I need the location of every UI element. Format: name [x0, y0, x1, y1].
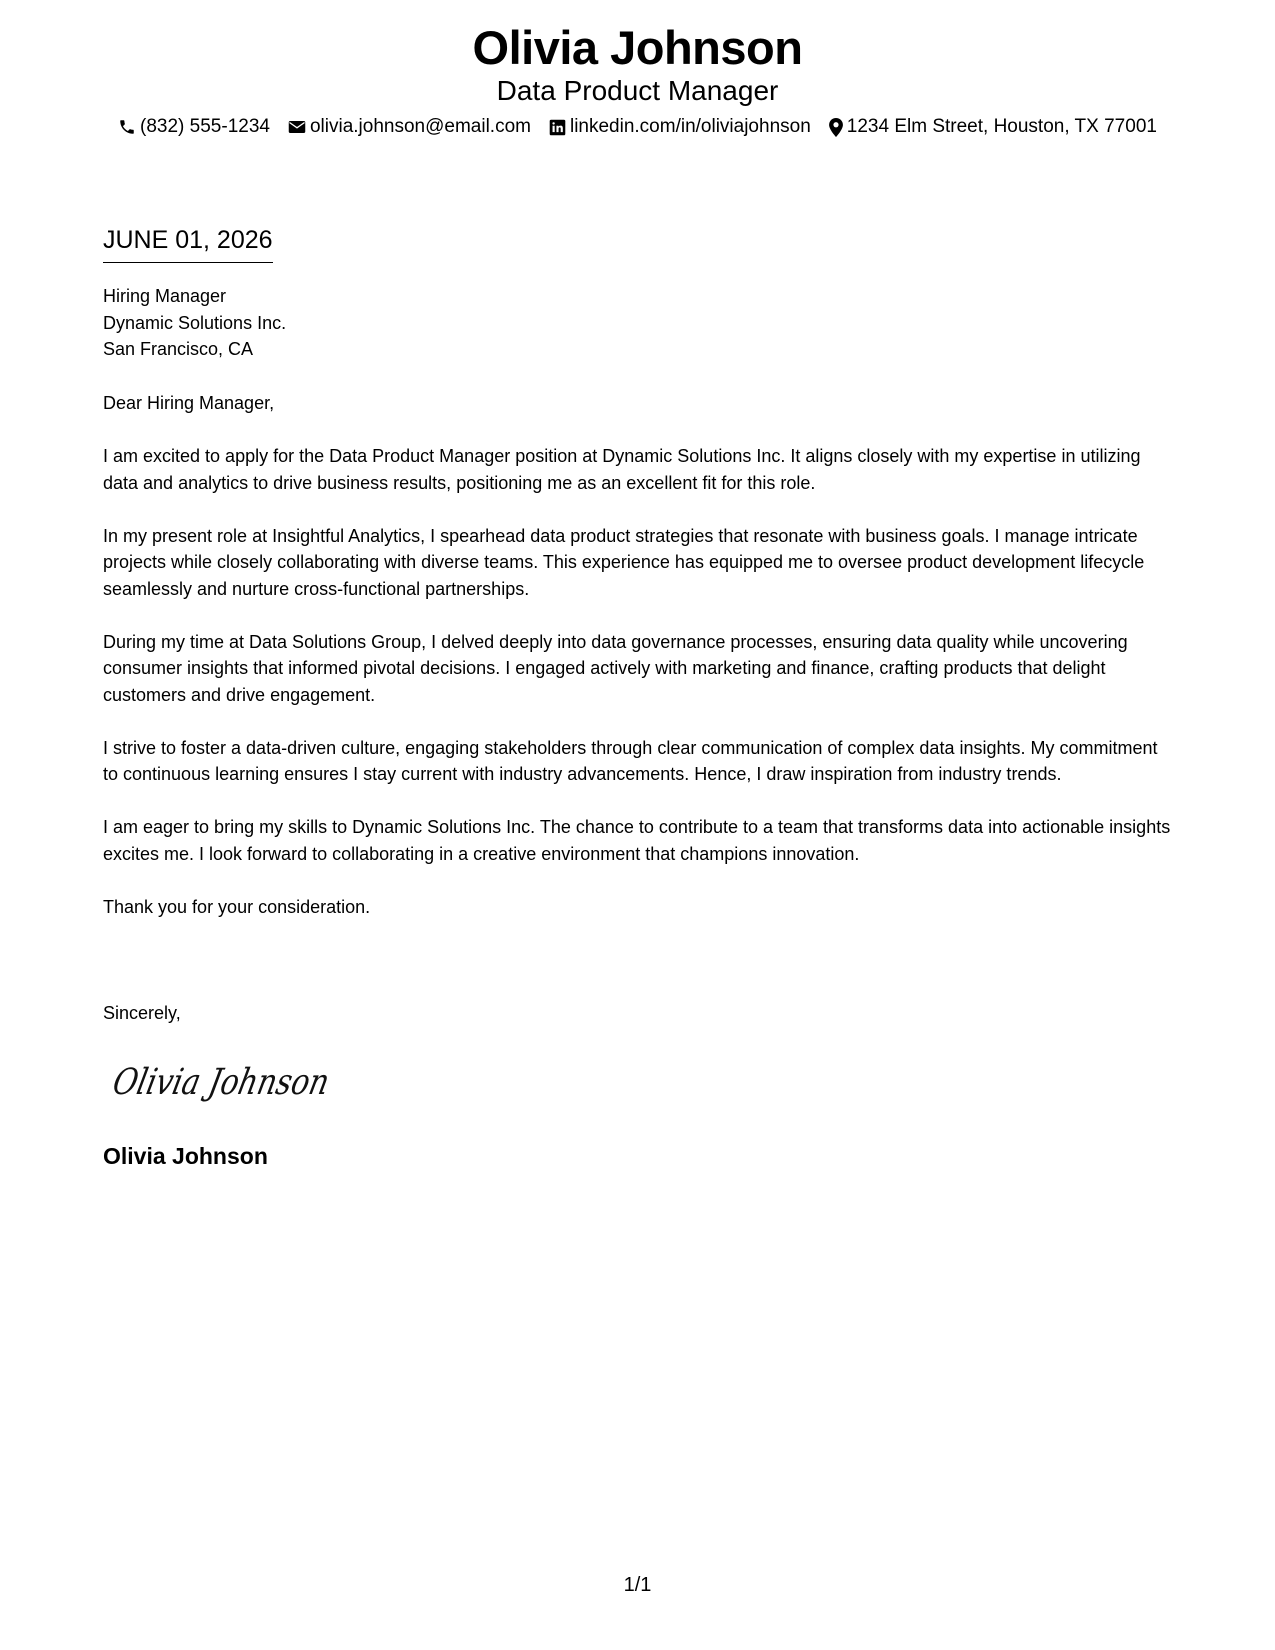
recipient-line: San Francisco, CA — [103, 339, 254, 359]
phone-icon — [118, 118, 136, 136]
contact-phone — [118, 114, 270, 140]
contact-bar — [0, 114, 1275, 140]
contact-linkedin — [549, 114, 811, 140]
applicant-name: Olivia Johnson — [472, 21, 803, 74]
contact-email — [288, 114, 531, 140]
svg-text:Olivia Johnson: Olivia Johnson — [109, 1060, 382, 1103]
letter-date: JUNE 01, 2026 — [103, 224, 273, 263]
body-paragraph: During my time at Data Solutions Group, I delved deeply into data governance processes, ensuring data quality while uncovering consumer insights that informed pivotal decisions. I engaged actively with marketing and finance, crafting products that delight customers and drive engagement. — [103, 631, 1128, 705]
body-paragraph: I am eager to bring my skills to Dynamic Solutions Inc. The chance to contribute to a team that transforms data into actionable insights excites me. I look forward to collaborating in a creative environment that champions innovation. — [103, 817, 1171, 864]
letter-header — [0, 20, 1275, 140]
body-paragraph: I am excited to apply for the Data Product Manager position at Dynamic Solutions Inc. It aligns closely with my expertise in utilizing data and analytics to drive business results, positioning me as an excellent fit for this role. — [103, 446, 1141, 493]
closing: Sincerely, — [103, 1003, 181, 1023]
recipient-line: Hiring Manager — [103, 286, 227, 306]
recipient-line: Dynamic Solutions Inc. — [103, 312, 287, 333]
recipient-block — [103, 283, 1173, 363]
salutation: Dear Hiring Manager, — [103, 393, 275, 413]
phone-text: (832) 555-1234 — [140, 116, 270, 137]
envelope-icon — [288, 119, 306, 135]
map-pin-icon — [829, 118, 843, 137]
handwritten-signature — [109, 1052, 382, 1112]
linkedin-link[interactable]: linkedin.com/in/oliviajohnson — [569, 116, 811, 137]
signed-name: Olivia Johnson — [103, 1143, 268, 1169]
body-paragraph: In my present role at Insightful Analytics, I spearhead data product strategies that resonate with business goals. I manage intricate projects while closely collaborating with diverse teams. This experience has equipped me to oversee product development lifecycle seamlessly and nurture cross-functional partnerships. — [103, 525, 1145, 599]
applicant-title: Data Product Manager — [496, 75, 779, 106]
linkedin-icon — [549, 119, 566, 136]
page-number: 1/1 — [623, 1574, 652, 1596]
thank-you-line: Thank you for your consideration. — [103, 896, 371, 917]
address-text: 1234 Elm Street, Houston, TX 77001 — [846, 116, 1157, 137]
body-paragraph: I strive to foster a data-driven culture, engaging stakeholders through clear communication of complex data insights. My commitment to continuous learning ensures I stay current with industry advancements. Hence, I draw inspiration from industry trends. — [103, 737, 1158, 784]
email-link[interactable]: olivia.johnson@email.com — [309, 116, 531, 137]
letter-body — [103, 390, 1173, 947]
contact-address — [829, 114, 1157, 140]
